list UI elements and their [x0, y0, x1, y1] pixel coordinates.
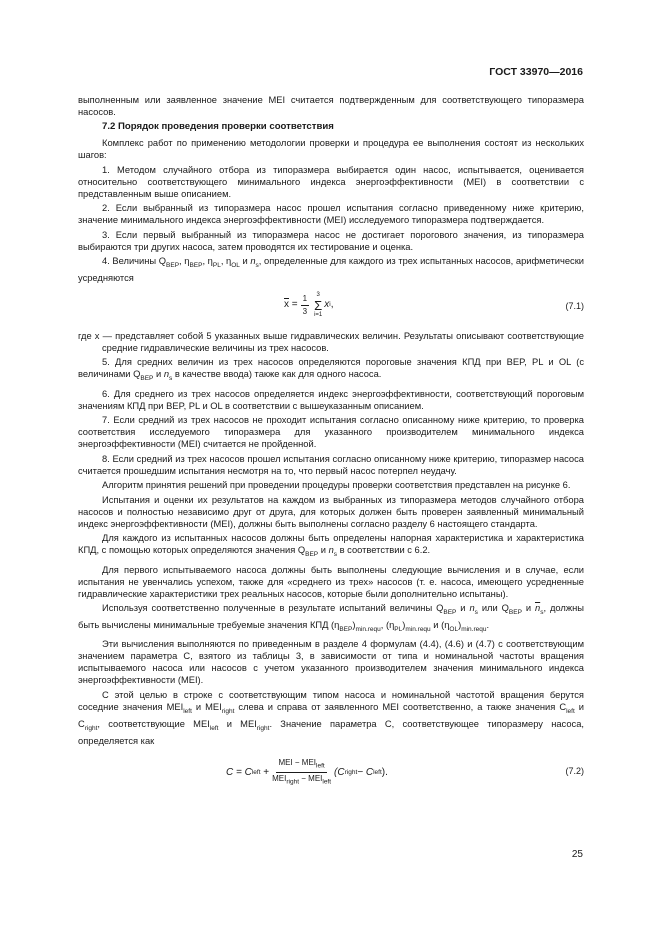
paragraph: С этой целью в строке с соответствующим типом насоса и номинальной частотой вращения берутся соседние значения $MEI_{left}$ и $MEI_{right}$ слева и справа от заявленного MEI соответственно, а также значения $C_{left}$ и $C_{right}$, соответствующие $MEI_{left}$ и $MEI_{right}$. Значение параметра C, соответствующее типоразмеру насоса, определяется как: [78, 689, 584, 746]
text-run: Используя соответственно полученные в результате испытаний величины Q: [102, 603, 444, 614]
paragraph: Алгоритм принятия решений при проведении процедуры проверки соответствия представлен на рисунке 6.: [102, 480, 571, 491]
sum-bottom: i=1: [314, 311, 323, 318]
text-run: 5. Для средних величин из трех насосов определяются пороговые значения КПД при BEP, PL и OL (с величинами Q: [78, 357, 584, 380]
text-run: n: [163, 369, 170, 380]
subscript: BEP: [140, 375, 154, 383]
subscript: left: [183, 707, 192, 715]
text-run: n: [328, 545, 334, 556]
formula-term: x: [324, 299, 330, 311]
subscript: min.requ: [405, 625, 431, 633]
subscript: s: [474, 608, 478, 616]
subscript: right: [221, 707, 235, 715]
subscript: BEP: [166, 261, 180, 269]
section-title: 7.2 Порядок проведения проверки соответствия: [102, 121, 334, 132]
page-number: 25: [571, 849, 583, 860]
formula-tail: ,: [330, 299, 334, 311]
subscript: s: [169, 375, 173, 383]
subscript: min.requ: [461, 625, 487, 633]
paragraph: выполненным или заявленное значение MEI считается подтвержденным для соответствующего типоразмера насосов.: [78, 95, 584, 117]
text-run: или Q: [477, 603, 509, 614]
subscript: PL: [212, 261, 221, 269]
paragraph: Используя соответственно полученные в результате испытаний величины $Q_{BEP}$ и $n_s$ или $Q_{BEP}$ и $\overline{n}_s$, должны быть вычислены минимальные требуемые значения КПД $(\eta_{BEP})_{min.requ}$, $(\eta_{PL})_{min.requ}$ и $(\eta_{OL})_{min.requ}$.: [78, 603, 584, 633]
text-run: − MEI: [299, 774, 323, 784]
fraction: [301, 293, 309, 318]
sum-top: 3: [316, 291, 320, 298]
document-body: [78, 94, 584, 789]
subscript: right: [286, 778, 300, 786]
paragraph: 1. Методом случайного отбора из типоразмера выбирается один насос, испытывается, оценивается относительно соответствующего минимального индекса энергоэффективности (MEI) в соответствии с представленным выше описанием.: [78, 164, 584, 199]
subscript: PL: [394, 625, 403, 633]
fraction-top: [276, 757, 326, 774]
subscript: BEP: [339, 625, 353, 633]
formula-lhs: $\overline{x}$: [284, 299, 289, 311]
sum-sign: 3 Σ i=1: [314, 291, 323, 318]
text-run: в соответствии с 6.2.: [337, 545, 431, 556]
paragraph: 3. Если первый выбранный из типоразмера насос не достигает порогового значения, из типоразмера выбираются три других насоса, затем проводятся их тестирование и оценка.: [78, 229, 584, 252]
subscript: BEP: [189, 261, 203, 269]
text-run: MEI: [272, 774, 287, 784]
formula-lhs: C = C: [226, 766, 252, 778]
text-run: 4. Величины Q: [102, 256, 167, 266]
document-header: ГОСТ 33970—2016: [489, 66, 583, 78]
subscript: BEP: [305, 551, 319, 559]
formula-7-2: [78, 753, 584, 789]
subscript: i: [329, 301, 331, 309]
subscript: left: [209, 724, 219, 732]
subscript: right: [256, 724, 270, 732]
text-run: .: [486, 619, 490, 630]
formula-eq: =: [291, 299, 298, 311]
subscript: left: [316, 762, 325, 770]
paragraph: 4. Величины $Q_{BEP}$, $\eta_{BEP}$, $\eta_{PL}$, $\eta_{OL}$ и $n_s$, определенные для каждого из трех испытанных насосов, арифметически усредняются: [78, 256, 585, 283]
fraction: [272, 757, 331, 789]
fraction-bottom: [272, 773, 331, 789]
text-run: слева и справа от заявленного MEI соответственно, а также значения C: [234, 701, 567, 712]
subscript: left: [373, 768, 382, 776]
fraction-bottom: 3: [302, 306, 308, 316]
text-run: MEI − MEI: [278, 757, 317, 767]
text-run: Для каждого из испытанных насосов должны быть определены напорная характеристика и характеристика КПД, с помощью которых определяются значения Q: [78, 533, 584, 556]
subscript: left: [251, 768, 261, 776]
formula-number: (7.2): [565, 765, 584, 776]
formula-plus: +: [263, 766, 270, 778]
subscript: BEP: [508, 608, 522, 616]
text-run: ).: [381, 766, 388, 778]
text-run: , должны быть вычислены минимальные требуемые значения КПД (η: [78, 603, 584, 630]
fraction-top: 1: [301, 293, 309, 306]
formula-expression: [226, 757, 388, 789]
paragraph: Для каждого из испытанных насосов должны быть определены напорная характеристика и характеристика КПД, с помощью которых определяются значения $Q_{BEP}$ и $n_s$ в соответствии с 6.2.: [78, 533, 584, 559]
paragraph: где x — представляет собой 5 указанных выше гидравлических величин. Результаты описывают соответствующие средние гидравлические величины из трех насосов.: [78, 330, 584, 353]
paragraph: 8. Если средний из трех насосов прошел испытания согласно описанному ниже критерию, типоразмер насоса считается прошедшим испытания несмотря на то, что первый насос потерпел неудачу.: [78, 453, 584, 476]
paragraph: 5. Для средних величин из трех насосов определяются пороговые значения КПД при BEP, PL и OL (с величинами $Q_{BEP}$ и $n_s$ в качестве ввода) также как для одного насоса.: [78, 357, 584, 383]
subscript: right: [344, 768, 358, 776]
paragraph: Эти вычисления выполняются по приведенным в разделе 4 формулам (4.4), (4.6) и (4.7) с соответствующим значением параметра C, взятого из таблицы 3, в зависимости от типа и номинальной частоты вращения испытываемого насоса или насосов с учетом указанного производителем значения минимального индекса энергоэффективности (MEI).: [78, 639, 584, 686]
subscript: OL: [449, 625, 459, 633]
paragraph: 7. Если средний из трех насосов не проходит испытания согласно описанному ниже критерию, то проверка соответствия исследуемого типоразмера для указанного производителем минимального индекса энергоэффективности (MEI) считается не пройденной.: [78, 415, 584, 450]
formula-number: (7.1): [565, 300, 584, 311]
subscript: right: [84, 724, 98, 732]
text-run: С этой целью в строке с соответствующим типом насоса и номинальной частотой вращения берутся соседние значения MEI: [78, 689, 584, 712]
paragraph: Испытания и оценки их результатов на каждом из выбранных из типоразмера методов случайного отбора насосов и полностью независимо друг от друга, для которых должен быть проверен заявленный минимальный индекс энергоэффективности (MEI), должны быть выполнены согласно разделу 6 настоящего стандарта.: [78, 494, 584, 529]
subscript: left: [322, 778, 332, 786]
text-run: . Значение параметра C, соответствующее типоразмеру насоса, определяется как: [78, 718, 584, 746]
paragraph: Комплекс работ по применению методологии проверки и процедура ее выполнения состоят из нескольких шагов:: [78, 138, 584, 160]
text-run: n: [250, 256, 256, 266]
text-run: , соответствующие MEI: [97, 718, 210, 729]
text-run: в качестве ввода) также как для одного насоса.: [172, 369, 382, 380]
subscript: min.requ: [355, 625, 381, 633]
subscript: s: [255, 261, 259, 269]
formula-7-1: [78, 288, 584, 326]
subscript: left: [566, 707, 575, 715]
subscript: BEP: [443, 608, 457, 616]
text-run: (C: [334, 766, 345, 778]
text-run: − C: [357, 766, 374, 778]
paragraph: Для первого испытываемого насоса должны быть выполнены следующие вычисления и в случае, если испытания не увенчались успехом, также для «среднего из трех» насосов (т. е. насоса, имеющего усредненные гидравлические характеристики трех реальных насосов, которые были дополнительно испытаны).: [78, 564, 584, 599]
subscript: s: [540, 608, 544, 616]
subscript: s: [333, 551, 338, 559]
subscript: OL: [231, 261, 240, 269]
paragraph: 2. Если выбранный из типоразмера насос прошел испытания согласно приведенному ниже критерию, значение минимального индекса энергоэффективности (MEI) исследуемого типоразмера подтверждается.: [78, 203, 584, 225]
paragraph: 6. Для среднего из трех насосов определяется индекс энергоэффективности, соответствующий пороговым значениям КПД при BEP, PL и OL в соответствии с вышеуказанным описанием.: [78, 388, 584, 411]
formula-expression: [284, 292, 334, 319]
text-run: , определенные для каждого из трех испытанных насосов, арифметически усредняются: [78, 256, 585, 283]
